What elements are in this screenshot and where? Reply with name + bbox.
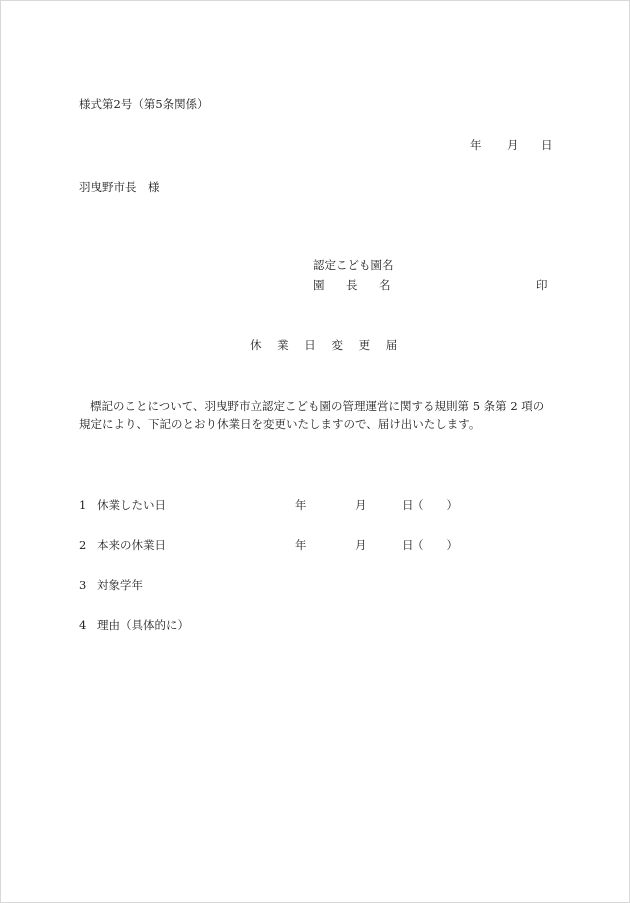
item-1-day: 日 bbox=[402, 498, 414, 512]
item-4-label: 理由（具体的に） bbox=[97, 618, 189, 632]
item-1-label: 休業したい日 bbox=[97, 498, 166, 512]
form-number: 様式第2号（第5条関係） bbox=[79, 97, 209, 111]
item-2-year: 年 bbox=[295, 538, 307, 552]
document-title: 休 業 日 変 更 届 bbox=[250, 338, 404, 352]
seal-mark: 印 bbox=[536, 278, 548, 292]
item-1-weekday-paren: （ ） bbox=[412, 498, 458, 512]
body-line-2: 規定により、下記のとおり休業日を変更いたしますので、届け出いたします。 bbox=[79, 417, 481, 431]
principal-name-label: 園 長 名 bbox=[313, 278, 396, 292]
date-year: 年 bbox=[470, 138, 482, 152]
item-1-number: 1 bbox=[79, 498, 87, 512]
date-day: 日 bbox=[541, 138, 553, 152]
item-2-number: 2 bbox=[79, 538, 87, 552]
item-2-month: 月 bbox=[355, 538, 367, 552]
item-3-number: 3 bbox=[79, 578, 87, 592]
school-name-label: 認定こども園名 bbox=[313, 258, 394, 272]
body-line-1: 標記のことについて、羽曳野市立認定こども園の管理運営に関する規則第 5 条第 2 項の bbox=[90, 399, 545, 413]
item-2-label: 本来の休業日 bbox=[97, 538, 166, 552]
item-3-label: 対象学年 bbox=[97, 578, 143, 592]
item-2-day: 日 bbox=[402, 538, 414, 552]
item-2-weekday-paren: （ ） bbox=[412, 538, 458, 552]
item-4-number: 4 bbox=[79, 618, 87, 632]
addressee: 羽曳野市長 様 bbox=[79, 180, 160, 194]
date-month: 月 bbox=[507, 138, 519, 152]
item-1-year: 年 bbox=[295, 498, 307, 512]
item-1-month: 月 bbox=[355, 498, 367, 512]
